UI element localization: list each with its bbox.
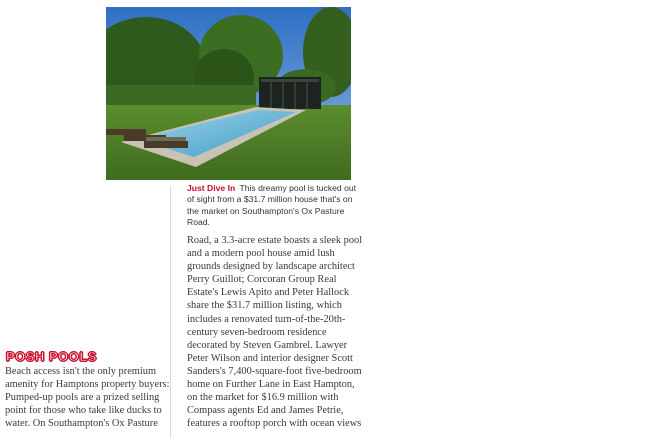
photo-caption	[187, 183, 362, 229]
article-body-continued	[187, 234, 365, 430]
article-headline: POSH POOLS	[6, 349, 97, 364]
article-left-column	[5, 349, 177, 430]
article-intro-text: Beach access isn't the only premium amenity for Hamptons property buyers: Pumped-up pools are a prized selling point for those who take like ducks to water. On Southampton's Ox Pasture	[5, 366, 170, 430]
pool-photo	[106, 7, 351, 180]
article-continued-text: Road, a 3.3-acre estate boasts a sleek pool and a modern pool house amid lush grounds designed by landscape architect Perry Guillot; Corcoran Group Real Estate's Lewis Apito and Peter Hallock share the $31.7 million listing, which includes a renovated turn-of-the-20th-century seven-bedroom residence decorated by Steven Gambrel. Lawyer Peter Wilson and interior designer Scott Sanders's 7,400-square-foot five-bedroom home on Further Lane in East Hampton, on the market for $16.9 million with Compass agents Ed and James Petrie, features a rooftop porch with ocean views	[187, 235, 363, 430]
caption-kicker: Just Dive In	[187, 183, 236, 193]
caption-text: This dreamy pool is tucked out of sight from a $31.7 million house that's on the market on Southampton's Ox Pasture Road.	[187, 183, 357, 228]
